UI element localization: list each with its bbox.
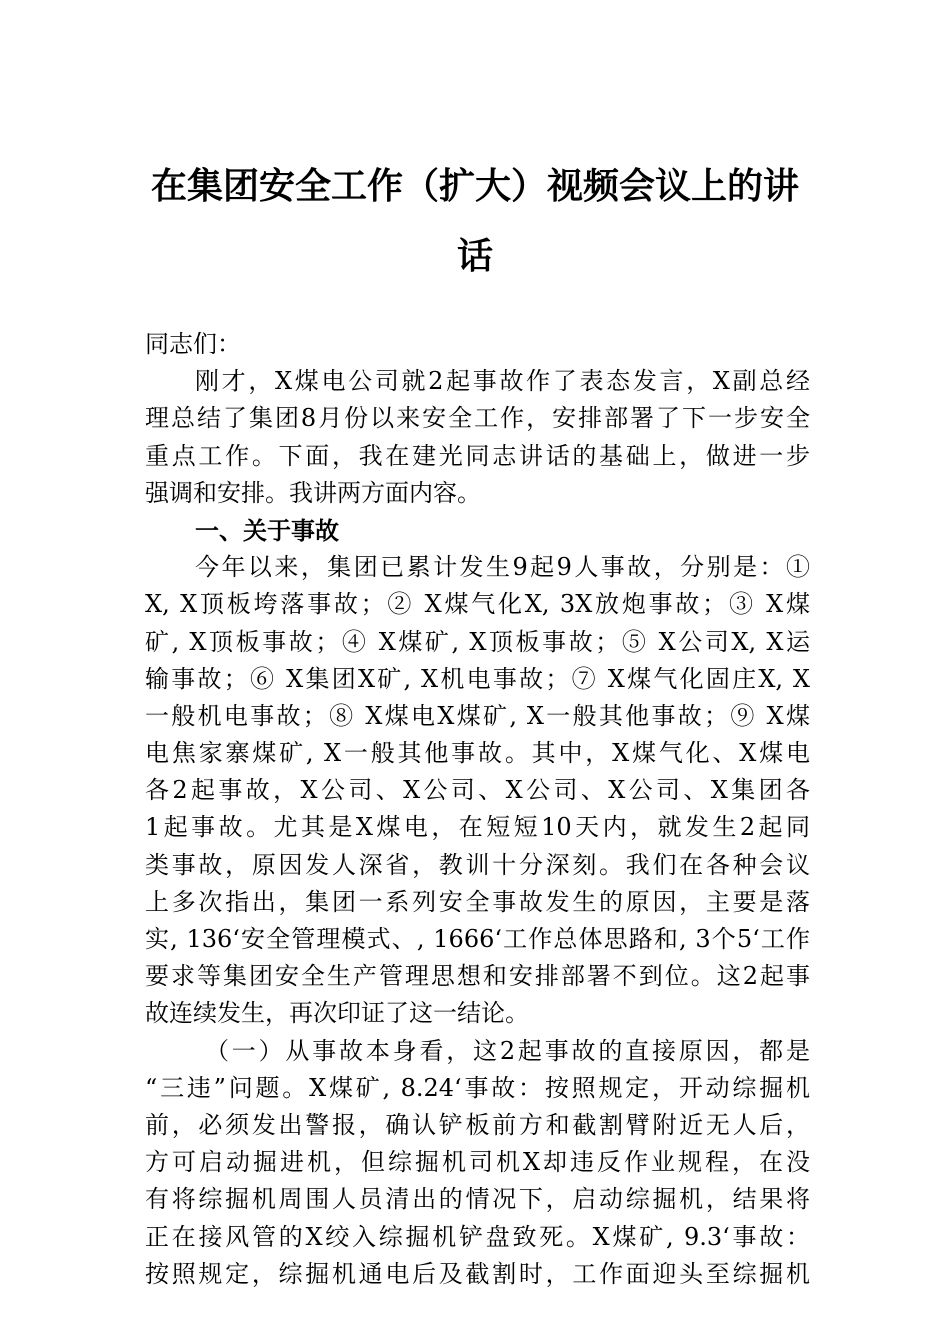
section-heading: 一、关于事故 — [195, 515, 339, 545]
paragraph-line: 有将综掘机周围人员清出的情况下，启动综掘机，结果将 — [145, 1185, 810, 1214]
paragraph-line: 强调和安排。我讲两方面内容。 — [145, 478, 481, 507]
paragraph-line: 按照规定，综掘机通电后及截割时，工作面迎头至综掘机 — [145, 1259, 810, 1288]
document-title-line-2: 话 — [456, 235, 493, 277]
paragraph-line: 1起事故。尤其是X煤电，在短短10天内，就发生2起同 — [145, 813, 810, 842]
document-body — [145, 326, 810, 1293]
paragraph-line: 故连续发生，再次印证了这一结论。 — [145, 999, 529, 1028]
paragraph-line: 类事故，原因发人深省，教训十分深刻。我们在各种会议 — [145, 850, 810, 879]
paragraph-line: 正在接风管的X绞入综掘机铲盘致死。X煤矿, 9.3‘事故： — [145, 1222, 810, 1251]
paragraph-line: 要求等集团安全生产管理思想和安排部署不到位。这2起事 — [145, 962, 810, 991]
paragraph-line: “三违”问题。X煤矿, 8.24‘事故：按照规定，开动综掘机 — [145, 1073, 810, 1102]
paragraph-line: 今年以来，集团已累计发生9起9人事故，分别是：① — [195, 553, 810, 582]
paragraph-line: 方可启动掘进机，但综掘机司机X却违反作业规程，在没 — [145, 1148, 810, 1177]
salutation: 同志们： — [145, 330, 241, 358]
paragraph-line: 刚才，X煤电公司就2起事故作了表态发言，X副总经 — [195, 367, 810, 396]
paragraph-line: 各2起事故，X公司、X公司、X公司、X公司、X集团各 — [145, 776, 810, 805]
paragraph-line: 电焦家寨煤矿, X一般其他事故。其中，X煤气化、X煤电 — [145, 739, 810, 768]
paragraph-line: 输事故；⑥ X集团X矿, X机电事故；⑦ X煤气化固庄X, X — [145, 664, 810, 693]
document-title-line-1: 在集团安全工作（扩大）视频会议上的讲 — [150, 165, 799, 207]
subsection-line: （一）从事故本身看，这2起事故的直接原因，都是 — [205, 1036, 810, 1065]
paragraph-line: 矿, X顶板事故；④ X煤矿, X顶板事故；⑤ X公司X, X运 — [145, 627, 810, 656]
paragraph-line: X, X顶板垮落事故；② X煤气化X, 3X放炮事故；③ X煤 — [145, 590, 810, 619]
paragraph-line: 理总结了集团8月份以来安全工作，安排部署了下一步安全 — [145, 404, 810, 433]
paragraph-line: 重点工作。下面，我在建光同志讲话的基础上，做进一步 — [145, 441, 810, 470]
paragraph-line: 实, 136‘安全管理模式、, 1666‘工作总体思路和, 3个5‘工作 — [145, 925, 810, 953]
paragraph-line: 前，必须发出警报，确认铲板前方和截割臂附近无人后， — [145, 1110, 810, 1139]
paragraph-line: 一般机电事故；⑧ X煤电X煤矿, X一般其他事故；⑨ X煤 — [145, 701, 810, 730]
paragraph-line: 上多次指出，集团一系列安全事故发生的原因，主要是落 — [145, 887, 810, 916]
